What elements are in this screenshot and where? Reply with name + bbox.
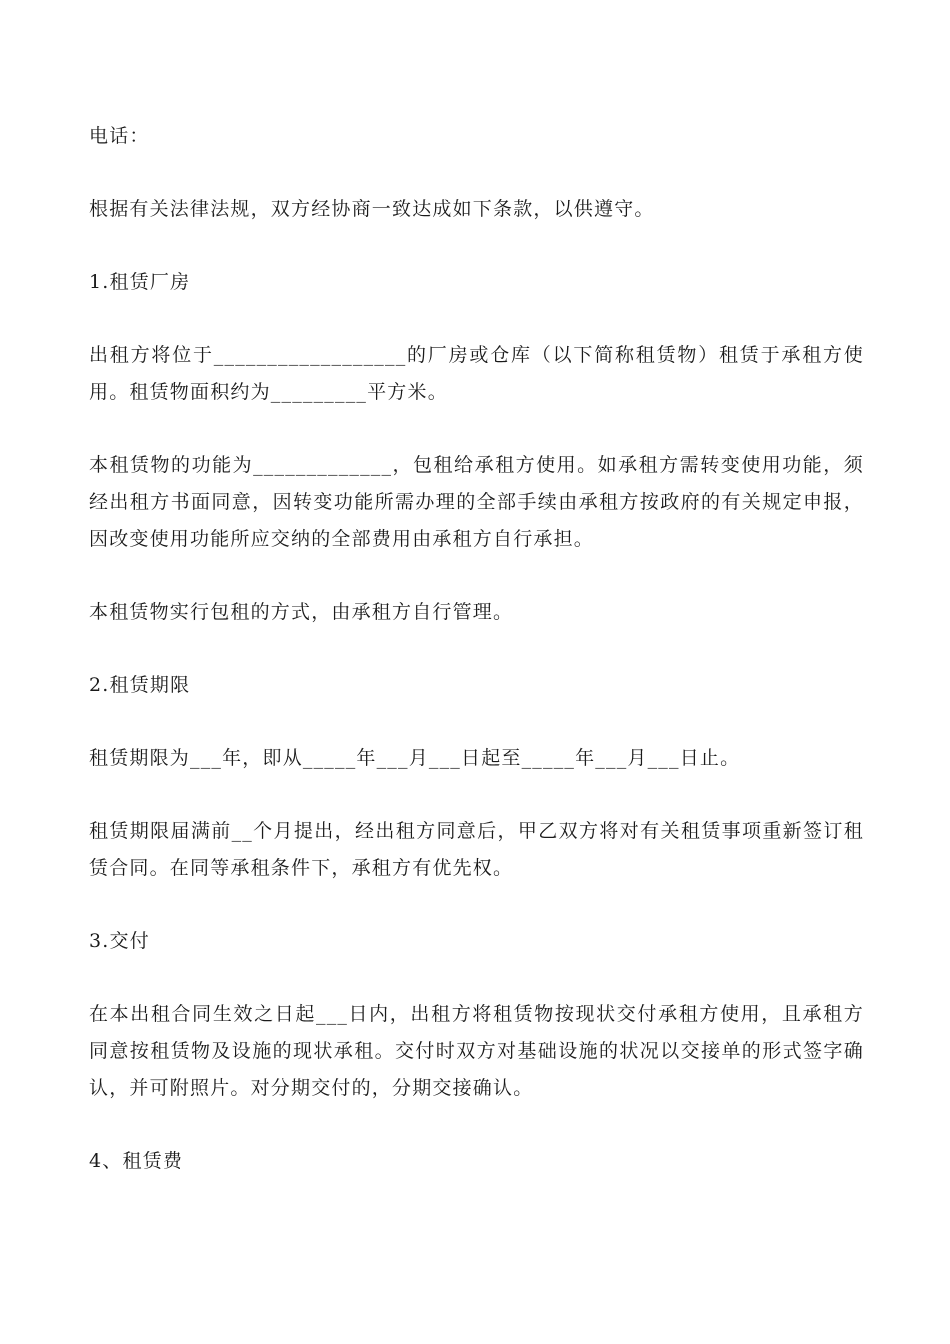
- document-page: [89, 118, 864, 1180]
- section-heading-3: 3.交付: [89, 930, 150, 952]
- section-heading-2: 2.租赁期限: [89, 674, 191, 696]
- delivery-paragraph: 在本出租合同生效之日起___日内，出租方将租赁物按现状交付承租方使用，且承租方同意按租赁物及设施的现状承租。交付时双方对基础设施的状况以交接单的形式签字确认，并可附照片。对分期交付的，分期交接确认。: [89, 1003, 864, 1099]
- section-heading-4: 4、租赁费: [89, 1150, 184, 1172]
- phone-label: 电话：: [89, 125, 150, 147]
- lease-term-paragraph: 租赁期限为___年，即从_____年___月___日起至_____年___月___日止。: [89, 747, 741, 769]
- section-heading-1: 1.租赁厂房: [89, 271, 191, 293]
- lease-function-paragraph: 本租赁物的功能为_____________，包租给承租方使用。如承租方需转变使用功能，须经出租方书面同意，因转变功能所需办理的全部手续由承租方按政府的有关规定申报，因改变使用功能所应交纳的全部费用由承租方自行承担。: [89, 454, 864, 550]
- lease-management-paragraph: 本租赁物实行包租的方式，由承租方自行管理。: [89, 601, 514, 623]
- preamble-paragraph: 根据有关法律法规，双方经协商一致达成如下条款，以供遵守。: [89, 198, 655, 220]
- lease-renewal-paragraph: 租赁期限届满前__个月提出，经出租方同意后，甲乙双方将对有关租赁事项重新签订租赁合同。在同等承租条件下，承租方有优先权。: [89, 820, 864, 879]
- lease-location-paragraph: 出租方将位于__________________的厂房或仓库（以下简称租赁物）租赁于承租方使用。租赁物面积约为_________平方米。: [89, 344, 864, 403]
